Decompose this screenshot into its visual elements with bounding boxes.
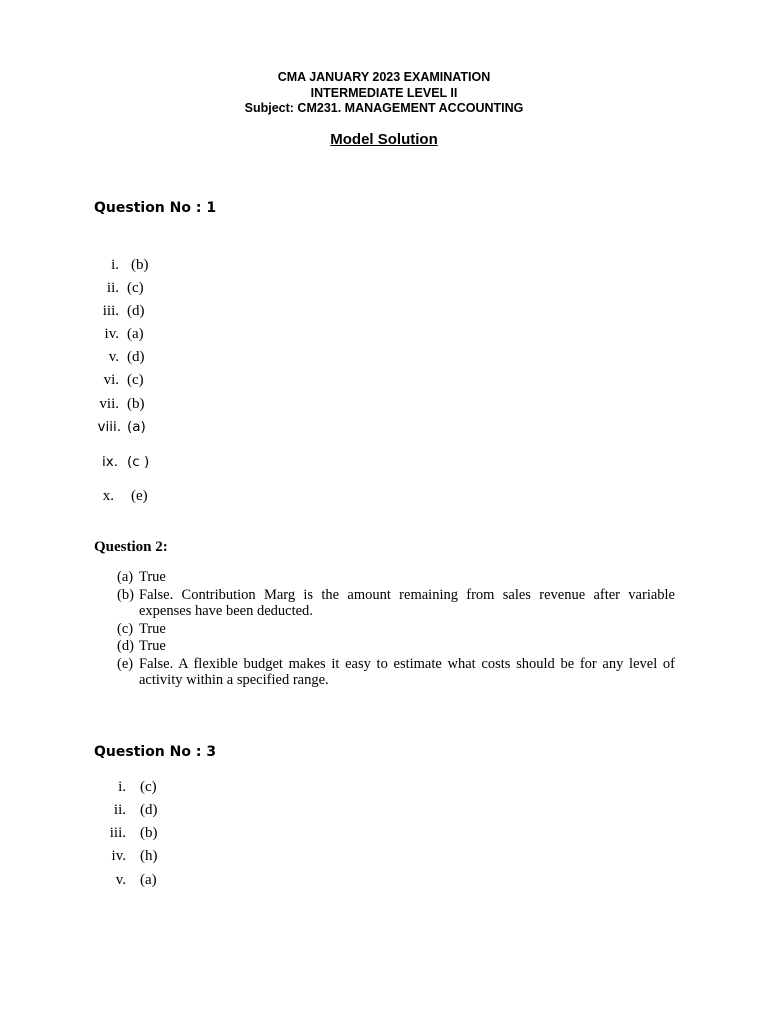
- q2-item-c: [117, 621, 675, 638]
- q2-item-text: True: [139, 569, 166, 585]
- question-2-answers: [117, 569, 675, 689]
- q2-item-text: True: [139, 638, 166, 654]
- q2-item-d: [117, 638, 675, 655]
- q2-item-label: (a): [117, 569, 134, 585]
- q3-item-answer: (h): [140, 848, 158, 864]
- q1-item-answer: (d): [127, 303, 145, 319]
- q1-item-2: [106, 279, 144, 297]
- q1-item-number: v.: [108, 349, 119, 365]
- q3-item-number: v.: [115, 872, 126, 888]
- q1-item-answer: (b): [127, 396, 145, 412]
- q3-item-4: [111, 847, 158, 865]
- q1-item-number: iv.: [104, 326, 119, 342]
- q1-item-number: viii.: [97, 419, 121, 435]
- q1-item-answer: (c ): [127, 454, 150, 470]
- q3-item-1: [118, 778, 157, 796]
- model-solution-text: Model Solution: [330, 131, 438, 148]
- question-2-heading: Question 2:: [94, 539, 168, 555]
- q1-item-3: [102, 302, 145, 320]
- q1-item-8: [97, 418, 146, 436]
- question-1-heading: Question No : 1: [94, 200, 217, 216]
- q1-item-number: vii.: [99, 396, 119, 412]
- q1-item-answer: (a): [127, 419, 146, 435]
- q1-item-7: [99, 395, 145, 413]
- q2-item-e: [117, 656, 675, 689]
- q1-item-answer: (b): [131, 257, 149, 273]
- q2-item-text: True: [139, 620, 166, 637]
- q3-item-answer: (c): [140, 779, 157, 795]
- q3-item-number: i.: [118, 779, 126, 795]
- model-solution-heading: [0, 131, 768, 149]
- q2-item-a: [117, 569, 675, 586]
- q1-item-answer: (c): [127, 280, 144, 296]
- q3-item-number: iii.: [109, 825, 126, 841]
- question-3-heading: Question No : 3: [94, 744, 217, 760]
- q1-item-number: ii.: [106, 280, 119, 296]
- q2-item-label: (b): [117, 586, 134, 603]
- q1-item-6: [103, 371, 144, 389]
- q1-item-number: ix.: [101, 454, 118, 470]
- q1-item-answer: (c): [127, 372, 144, 388]
- q1-item-1: [111, 256, 149, 274]
- exam-title: CMA JANUARY 2023 EXAMINATION: [277, 70, 491, 84]
- q2-item-b: [117, 587, 675, 620]
- q3-item-answer: (b): [140, 825, 158, 841]
- q3-item-number: iv.: [111, 848, 126, 864]
- q3-item-answer: (d): [140, 802, 158, 818]
- exam-level: INTERMEDIATE LEVEL II: [310, 86, 458, 100]
- q1-item-answer: (a): [127, 326, 144, 342]
- q1-item-4: [104, 325, 144, 343]
- q1-item-answer: (d): [127, 349, 145, 365]
- q2-item-label: (e): [117, 655, 134, 672]
- q3-item-number: ii.: [113, 802, 126, 818]
- q3-item-answer: (a): [140, 872, 157, 888]
- q1-item-number: iii.: [102, 303, 119, 319]
- q3-item-2: [113, 801, 158, 819]
- q2-item-text: False. A flexible budget makes it easy to estimate what costs should be for any level of activity within a specified range.: [139, 655, 675, 688]
- q1-item-number: x.: [102, 488, 114, 504]
- q2-item-label: (d): [117, 638, 134, 654]
- q2-item-label: (c): [117, 620, 134, 637]
- q2-item-text: False. Contribution Marg is the amount remaining from sales revenue after variable expenses have been deducted.: [139, 586, 675, 619]
- q1-item-number: i.: [111, 257, 119, 273]
- q1-item-number: vi.: [103, 372, 119, 388]
- exam-subject: Subject: CM231. MANAGEMENT ACCOUNTING: [244, 101, 524, 115]
- q1-item-9: [101, 453, 150, 471]
- q3-item-3: [109, 824, 158, 842]
- q1-item-5: [108, 348, 145, 366]
- q1-item-answer: (e): [131, 488, 148, 504]
- q3-item-5: [115, 871, 157, 889]
- q1-item-10: [102, 487, 148, 505]
